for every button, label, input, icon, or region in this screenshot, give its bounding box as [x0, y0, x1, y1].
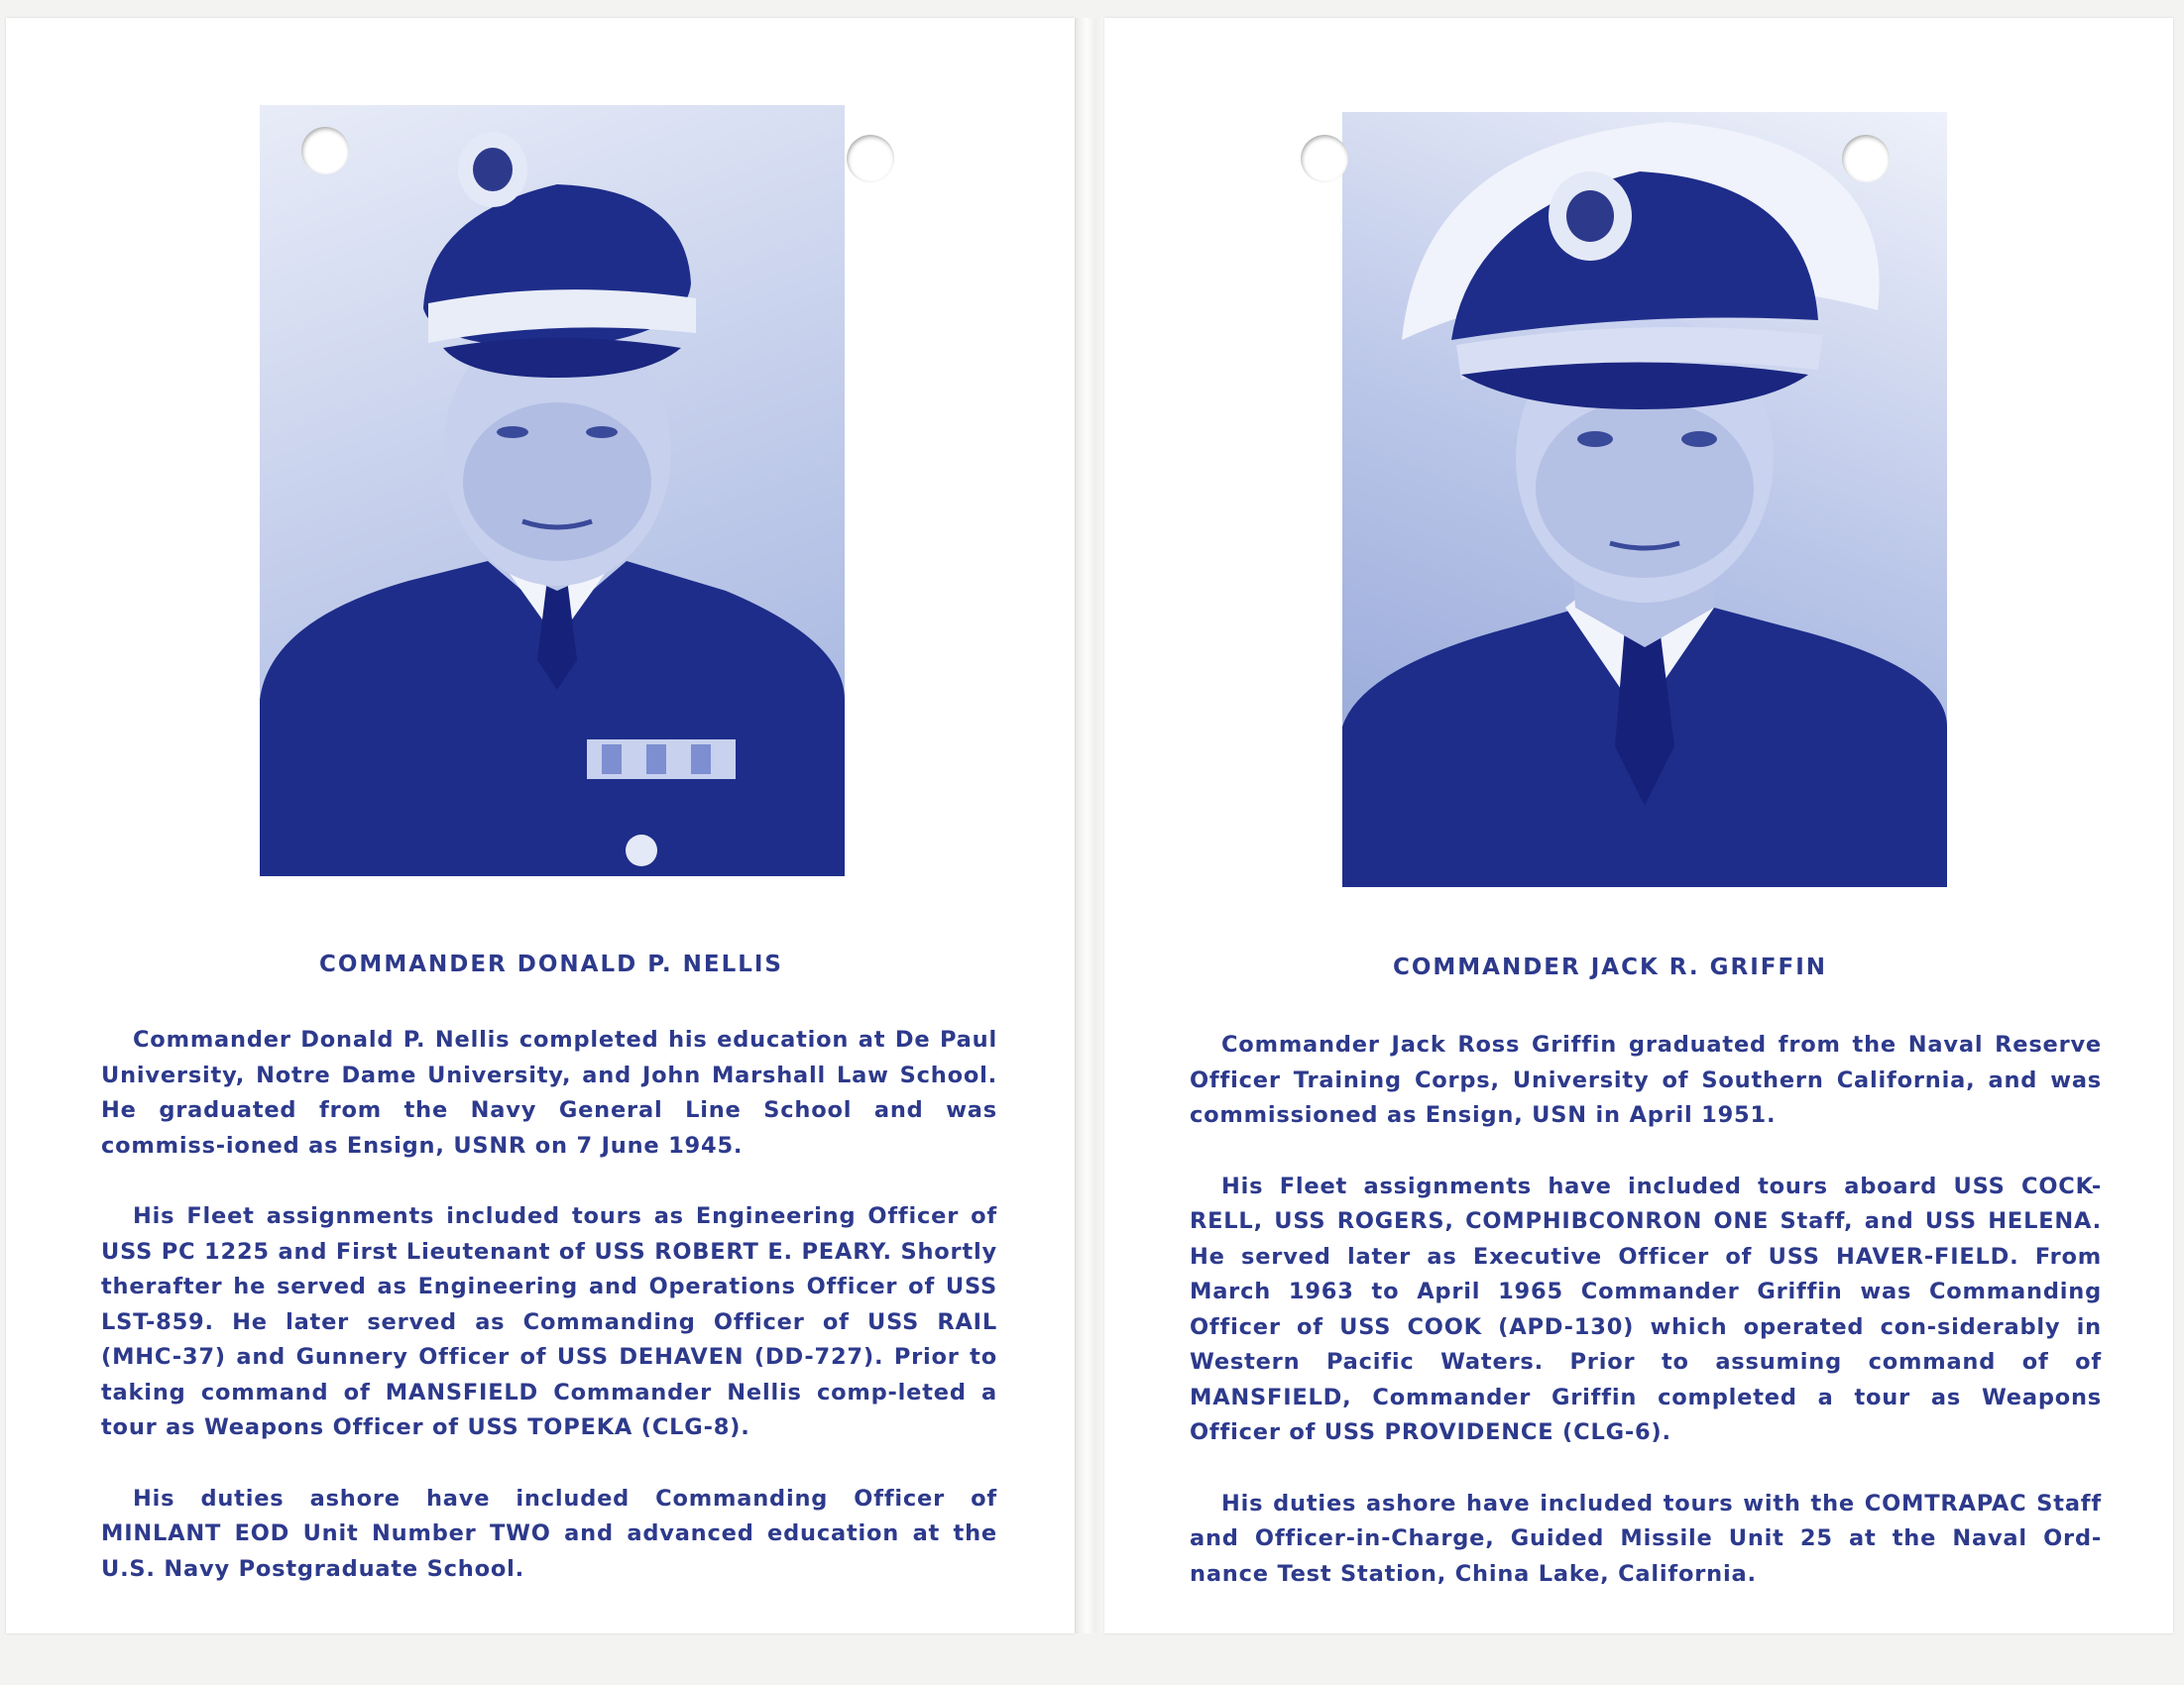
bio-paragraph: His Fleet assignments included tours as Engineering Officer of USS PC 1225 and First Lieutenant of USS ROBERT E. PEARY. Shortly therafter he served as Engineering and Operations Officer of USS LST-859. He later served as Commanding Officer of USS RAIL (MHC-37) and Gunnery Officer of USS DEHAVEN (DD-727). Prior to taking command of MANSFIELD Commander Nellis comp-leted a tour as Weapons Officer of USS TOPEKA (CLG-8). [101, 1203, 997, 1440]
name-heading-nellis: COMMANDER DONALD P. NELLIS [319, 952, 783, 977]
biography-nellis [101, 1023, 997, 1623]
bio-paragraph: Commander Donald P. Nellis completed his education at De Paul University, Notre Dame University, and John Marshall Law School. He graduated from the Navy General Line School and was commiss-ioned as Ensign, USNR on 7 June 1945. [101, 1027, 997, 1159]
portrait-griffin-illustration [1342, 112, 1947, 887]
page-left [6, 18, 1075, 1633]
page-fold [1075, 18, 1104, 1633]
biography-griffin [1190, 1028, 2102, 1628]
bio-paragraph: His duties ashore have included tours with the COMTRAPAC Staff and Officer-in-Charge, Guided Missile Unit 25 at the Naval Ord-nance Test Station, China Lake, California. [1190, 1490, 2102, 1587]
page-right [1104, 18, 2173, 1633]
punch-hole [1301, 135, 1348, 182]
bio-paragraph: His duties ashore have included Commanding Officer of MINLANT EOD Unit Number TWO and advanced education at the U.S. Navy Postgraduate School. [101, 1485, 997, 1582]
punch-hole [301, 127, 349, 174]
punch-hole [1842, 135, 1890, 182]
portrait-photo-griffin [1342, 112, 1947, 887]
portrait-nellis-illustration [260, 105, 845, 876]
bio-paragraph: His Fleet assignments have included tours aboard USS COCK-RELL, USS ROGERS, COMPHIBCONRON ONE Staff, and USS HELENA. He served later as Executive Officer of USS HAVER-FIELD. From March 1963 to April 1965 Commander Griffin was Commanding Officer of USS COOK (APD-130) which operated con-siderably in Western Pacific Waters. Prior to assuming command of of MANSFIELD, Commander Griffin completed a tour as Weapons Officer of USS PROVIDENCE (CLG-6). [1190, 1173, 2102, 1445]
bio-paragraph: Commander Jack Ross Griffin graduated from the Naval Reserve Officer Training Corps, University of Southern California, and was commissioned as Ensign, USN in April 1951. [1190, 1032, 2102, 1128]
portrait-photo-nellis [260, 105, 845, 876]
punch-hole [847, 135, 894, 182]
name-heading-griffin: COMMANDER JACK R. GRIFFIN [1392, 955, 1828, 980]
